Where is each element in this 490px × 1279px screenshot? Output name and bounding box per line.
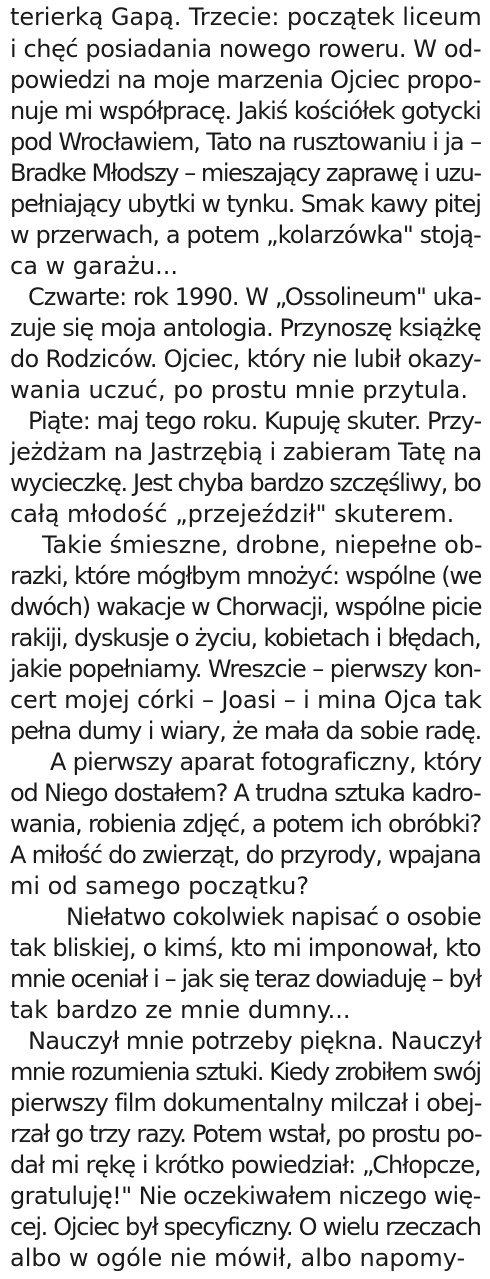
text-line: i chęć posiadania nowego roweru. W od- (10, 35, 482, 63)
text-line: Nauczył mnie potrzeby piękna. Nauczył (28, 1027, 482, 1055)
text-line: pełniający ubytki w tynku. Smak kawy pitej (10, 190, 481, 218)
text-line: wania uczuć, po prostu mnie przytula. (10, 376, 468, 404)
text-line: jakie popełniamy. Wreszcie – pierwszy kon- (10, 655, 481, 683)
text-line: Piąte: maj tego roku. Kupuję skuter. Przy- (28, 407, 482, 435)
text-line: całą młodość „przejeździł" skuterem. (10, 500, 455, 528)
text-line: mnie rozumienia sztuki. Kiedy zrobiłem swój (10, 1058, 481, 1086)
text-line: w przerwach, a potem „kolarzówka" stoją- (10, 221, 481, 249)
text-line: zuje się moja antologia. Przynoszę książkę (10, 314, 481, 342)
text-line: cert mojej córki – Joasi – i mina Ojca tak (10, 686, 482, 714)
text-line: pod Wrocławiem, Tato na rusztowaniu i ja – (10, 128, 481, 156)
text-line: cej. Ojciec był specyficzny. O wielu rzeczach (10, 1213, 481, 1241)
text-line: rzał go trzy razy. Potem wstał, po prostu po- (10, 1120, 482, 1148)
text-line: jeżdżam na Jastrzębią i zabieram Tatę na (10, 438, 482, 466)
text-line: wycieczkę. Jest chyba bardzo szczęśliwy, bo (10, 469, 481, 497)
text-line: terierką Gapą. Trzecie: początek liceum (10, 3, 482, 31)
text-line: tak bardzo ze mnie dumny... (10, 996, 351, 1024)
text-line: pełna dumy i wiary, że mała da sobie radę. (10, 717, 482, 745)
text-line: nuje mi współpracę. Jakiś kościółek gotycki (10, 97, 481, 125)
text-line: rakiji, dyskusje o życiu, kobietach i błędach, (10, 624, 481, 652)
text-line: mi od samego początku? (10, 872, 310, 900)
text-line: mnie oceniał i – jak się teraz dowiaduję – był (10, 965, 481, 993)
text-line: razki, które mógłbym mnożyć: wspólne (we (10, 562, 482, 590)
text-line: A miłość do zwierząt, do przyrody, wpajana (10, 841, 481, 869)
text-line: Takie śmieszne, drobne, niepełne ob- (42, 531, 483, 559)
text-line: A pierwszy aparat fotograficzny, który (50, 748, 482, 776)
text-line: ca w garażu... (10, 252, 178, 280)
text-line: Czwarte: rok 1990. W „Ossolineum" uka- (28, 283, 481, 311)
text-line: dał mi rękę i krótko powiedział: „Chłopcze, (10, 1151, 481, 1179)
text-line: od Niego dostałem? A trudna sztuka kadro- (10, 779, 481, 807)
text-line: wania, robienia zdjęć, a potem ich obróbki? (10, 810, 482, 838)
text-line: powiedzi na moje marzenia Ojciec propo- (10, 66, 481, 94)
text-line: tak bliskiej, o kimś, kto mi imponował, kto (10, 934, 481, 962)
text-line: Niełatwo cokolwiek napisać o osobie (66, 903, 482, 931)
text-line: dwóch) wakacje w Chorwacji, wspólne picie (10, 593, 482, 621)
text-line: pierwszy film dokumentalny milczał i obej- (10, 1089, 482, 1117)
text-line: albo w ogóle nie mówił, albo napomy- (10, 1244, 466, 1272)
text-line: Bradke Młodszy – mieszający zaprawę i uzu- (10, 159, 481, 187)
text-line: gratuluję!" Nie oczekiwałem niczego wię- (10, 1182, 481, 1210)
text-line: do Rodziców. Ojciec, który nie lubił okazy- (10, 345, 482, 373)
